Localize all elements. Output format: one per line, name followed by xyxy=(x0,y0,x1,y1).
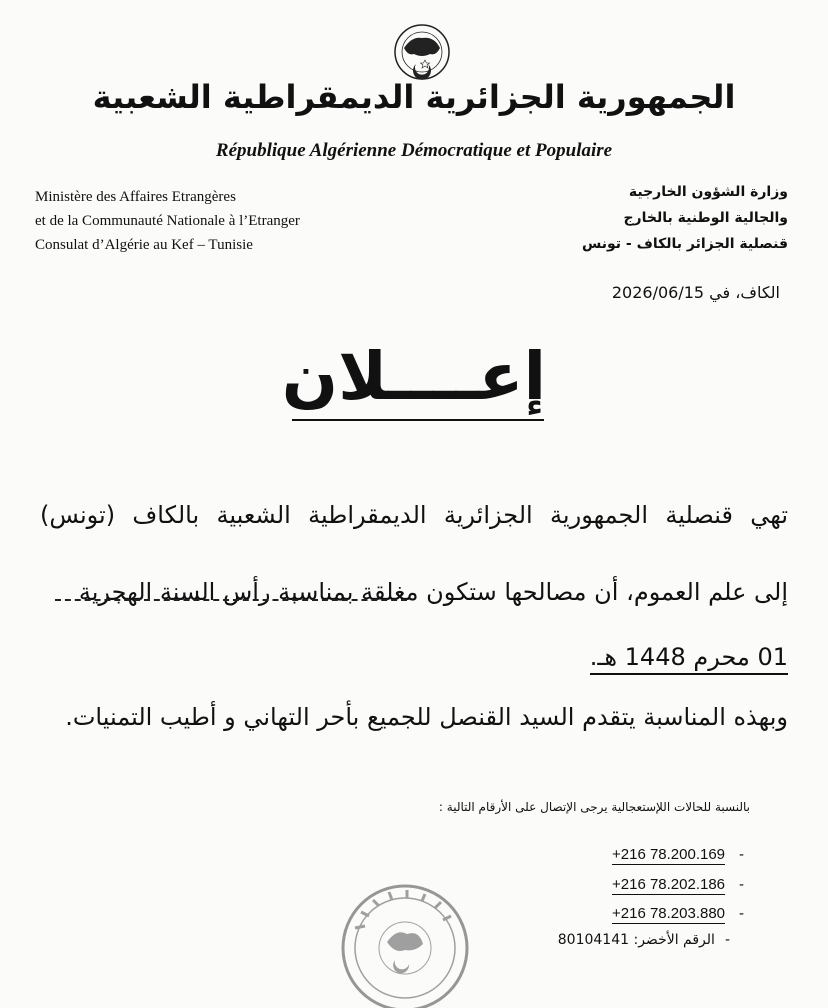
hijri-new-year-underline xyxy=(55,599,407,601)
phone-row xyxy=(612,846,744,865)
list-dash: - xyxy=(739,846,745,863)
announcement-title: إعــــلان xyxy=(281,338,547,415)
list-dash: - xyxy=(739,905,745,922)
announcement-date-hijri: 01 محرم 1448 هـ. xyxy=(590,643,788,675)
republic-name-arabic: الجمهورية الجزائرية الديمقراطية الشعبية xyxy=(92,78,736,116)
announcement-line-2: إلى علم العموم، أن مصالحها ستكون مغلقة بمناسبة رأس السنة الهجرية xyxy=(78,578,788,606)
date-line: الكاف، في 2026/06/15 xyxy=(611,283,780,302)
list-dash: - xyxy=(724,932,730,948)
green-number: الرقم الأخضر: 80104141 xyxy=(557,932,715,948)
phone-number-2: +216 78.202.186 xyxy=(612,876,726,893)
title-underline xyxy=(292,419,544,421)
announcement-greetings: وبهذه المناسبة يتقدم السيد القنصل للجميع بأحر التهاني و أطيب التمنيات. xyxy=(65,703,788,731)
phone-number-3: +216 78.203.880 xyxy=(612,905,726,922)
republic-name-french: République Algérienne Démocratique et Populaire xyxy=(215,140,613,161)
ministry-fr-line-1: Ministère des Affaires Etrangères xyxy=(35,189,236,205)
consulate-stamp-image xyxy=(325,868,475,1008)
ministry-fr-line-3: Consulat d’Algérie au Kef – Tunisie xyxy=(35,237,253,253)
list-dash: - xyxy=(739,876,745,893)
ministry-ar-line-1: وزارة الشؤون الخارجية xyxy=(628,184,788,200)
national-seal-emblem xyxy=(392,22,452,86)
ministry-fr-line-2: et de la Communauté Nationale à l’Etranger xyxy=(35,213,300,229)
ministry-ar-line-2: والجالية الوطنية بالخارج xyxy=(623,210,788,226)
phone-row xyxy=(612,876,744,895)
green-number-row xyxy=(558,932,730,948)
phone-number-1: +216 78.200.169 xyxy=(612,846,726,863)
urgent-contact-label: بالنسبة للحالات اللإستعجالية يرجى الإتصال على الأرقام التالية : xyxy=(438,800,750,814)
ministry-ar-line-3: قنصلية الجزائر بالكاف - تونس xyxy=(581,236,788,252)
announcement-line-1: تهي قنصلية الجمهورية الجزائرية الديمقراطية الشعبية بالكاف (تونس) xyxy=(40,501,788,529)
phone-row xyxy=(612,905,744,924)
